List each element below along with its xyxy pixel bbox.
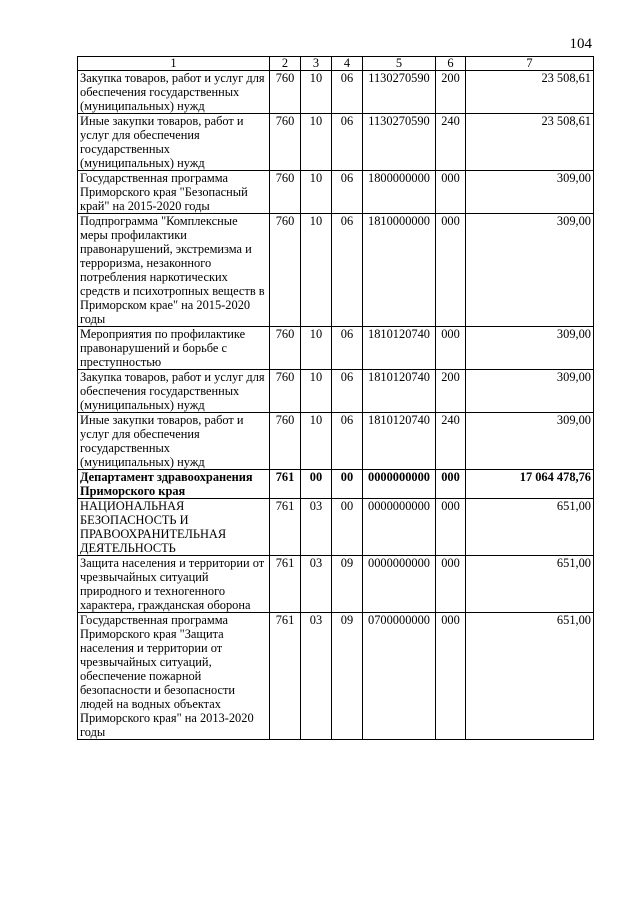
table-row	[78, 171, 594, 214]
header-row	[78, 57, 594, 71]
row-amount: 23 508,61	[466, 114, 594, 171]
row-name: Подпрограмма "Комплексные меры профилактики правонарушений, экстремизма и терроризма, незаконного потребления наркотических средств и психотропных веществ в Приморском крае" на 2015-2020 годы	[78, 214, 270, 327]
header-col-3: 3	[301, 57, 332, 71]
row-target-article: 1810120740	[363, 370, 436, 413]
row-target-article: 0000000000	[363, 470, 436, 499]
row-target-article: 0700000000	[363, 613, 436, 740]
row-amount: 17 064 478,76	[466, 470, 594, 499]
row-name: Иные закупки товаров, работ и услуг для обеспечения государственных (муниципальных) нужд	[78, 114, 270, 171]
row-expense-type: 000	[436, 171, 466, 214]
row-section-code: 03	[301, 556, 332, 613]
row-expense-type: 240	[436, 413, 466, 470]
row-subsection-code: 09	[332, 556, 363, 613]
row-amount: 309,00	[466, 171, 594, 214]
row-name: Защита населения и территории от чрезвычайных ситуаций природного и техногенного характера, гражданская оборона	[78, 556, 270, 613]
row-section-code: 10	[301, 214, 332, 327]
row-section-code: 03	[301, 613, 332, 740]
row-amount: 23 508,61	[466, 71, 594, 114]
row-ministry-code: 760	[270, 413, 301, 470]
row-expense-type: 000	[436, 613, 466, 740]
header-col-2: 2	[270, 57, 301, 71]
row-subsection-code: 06	[332, 214, 363, 327]
table-row	[78, 413, 594, 470]
row-expense-type: 000	[436, 499, 466, 556]
row-subsection-code: 09	[332, 613, 363, 740]
row-ministry-code: 760	[270, 370, 301, 413]
row-ministry-code: 761	[270, 613, 301, 740]
table-row	[78, 214, 594, 327]
table-row	[78, 370, 594, 413]
row-subsection-code: 06	[332, 327, 363, 370]
row-target-article: 1810000000	[363, 214, 436, 327]
row-amount: 651,00	[466, 613, 594, 740]
header-col-7: 7	[466, 57, 594, 71]
row-target-article: 1810120740	[363, 327, 436, 370]
header-col-4: 4	[332, 57, 363, 71]
table-row	[78, 470, 594, 499]
row-amount: 651,00	[466, 556, 594, 613]
table-row	[78, 556, 594, 613]
row-amount: 309,00	[466, 214, 594, 327]
row-subsection-code: 06	[332, 413, 363, 470]
row-subsection-code: 00	[332, 499, 363, 556]
row-target-article: 1130270590	[363, 114, 436, 171]
row-name: Государственная программа Приморского края "Безопасный край" на 2015-2020 годы	[78, 171, 270, 214]
table-row	[78, 327, 594, 370]
row-expense-type: 240	[436, 114, 466, 171]
row-ministry-code: 760	[270, 71, 301, 114]
header-col-6: 6	[436, 57, 466, 71]
row-subsection-code: 06	[332, 370, 363, 413]
table-body	[78, 71, 594, 740]
row-section-code: 10	[301, 171, 332, 214]
row-subsection-code: 06	[332, 71, 363, 114]
row-ministry-code: 760	[270, 114, 301, 171]
row-subsection-code: 06	[332, 114, 363, 171]
row-amount: 309,00	[466, 370, 594, 413]
row-name: Департамент здравоохранения Приморского края	[78, 470, 270, 499]
row-subsection-code: 00	[332, 470, 363, 499]
row-section-code: 10	[301, 71, 332, 114]
header-col-5: 5	[363, 57, 436, 71]
table-row	[78, 613, 594, 740]
row-subsection-code: 06	[332, 171, 363, 214]
row-target-article: 1810120740	[363, 413, 436, 470]
table-row	[78, 114, 594, 171]
row-expense-type: 000	[436, 327, 466, 370]
header-col-1: 1	[78, 57, 270, 71]
row-amount: 651,00	[466, 499, 594, 556]
row-section-code: 10	[301, 114, 332, 171]
row-name: Иные закупки товаров, работ и услуг для обеспечения государственных (муниципальных) нужд	[78, 413, 270, 470]
row-section-code: 10	[301, 327, 332, 370]
row-ministry-code: 761	[270, 499, 301, 556]
row-name: Закупка товаров, работ и услуг для обеспечения государственных (муниципальных) нужд	[78, 370, 270, 413]
table-row	[78, 499, 594, 556]
row-target-article: 1800000000	[363, 171, 436, 214]
row-expense-type: 000	[436, 214, 466, 327]
row-expense-type: 000	[436, 470, 466, 499]
row-section-code: 10	[301, 413, 332, 470]
row-amount: 309,00	[466, 327, 594, 370]
row-name: Мероприятия по профилактике правонарушений и борьбе с преступностью	[78, 327, 270, 370]
row-name: Государственная программа Приморского края "Защита населения и территории от чрезвычайных ситуаций, обеспечение пожарной безопасности и безопасности людей на водных объектах Приморского края" на 2013-2020 годы	[78, 613, 270, 740]
row-ministry-code: 760	[270, 214, 301, 327]
row-ministry-code: 761	[270, 470, 301, 499]
row-section-code: 10	[301, 370, 332, 413]
row-section-code: 00	[301, 470, 332, 499]
budget-table	[77, 56, 594, 740]
row-ministry-code: 761	[270, 556, 301, 613]
row-expense-type: 200	[436, 71, 466, 114]
row-target-article: 0000000000	[363, 556, 436, 613]
page-number: 104	[569, 36, 592, 52]
row-section-code: 03	[301, 499, 332, 556]
row-amount: 309,00	[466, 413, 594, 470]
row-name: НАЦИОНАЛЬНАЯ БЕЗОПАСНОСТЬ И ПРАВООХРАНИТЕЛЬНАЯ ДЕЯТЕЛЬНОСТЬ	[78, 499, 270, 556]
row-expense-type: 200	[436, 370, 466, 413]
row-expense-type: 000	[436, 556, 466, 613]
table-row	[78, 71, 594, 114]
row-ministry-code: 760	[270, 171, 301, 214]
row-ministry-code: 760	[270, 327, 301, 370]
row-target-article: 1130270590	[363, 71, 436, 114]
row-target-article: 0000000000	[363, 499, 436, 556]
row-name: Закупка товаров, работ и услуг для обеспечения государственных (муниципальных) нужд	[78, 71, 270, 114]
